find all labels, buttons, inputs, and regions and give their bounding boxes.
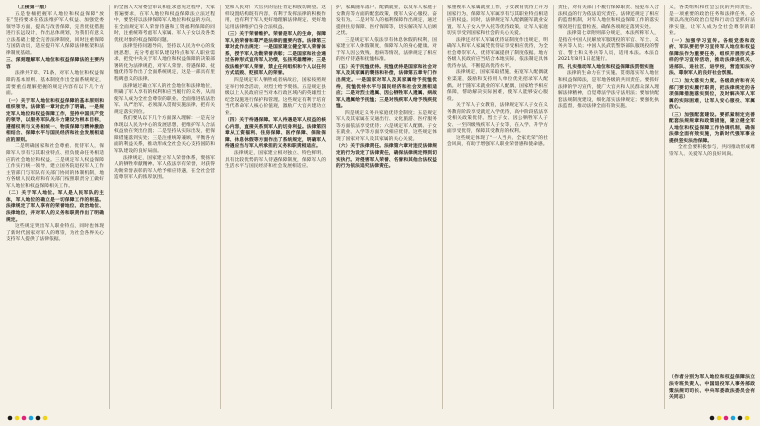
body-paragraph: 这些规定体现了“一人当兵、全家光荣”的社会风尚，有助于增强军人职业荣誉感和使命感。: [447, 135, 548, 148]
column-divider: [442, 5, 443, 409]
column-divider: [553, 5, 554, 409]
subsection-heading: （四）关于待遇保障。军人待遇是军人权益的核心内容，直接关系到军人的切身利益。法律第四章从工资福利、住房保障、医疗保障、保险保障、休息休假等方面作出了系统规定，明确军人待遇应当与军人所承担的义务和职责相适应。: [225, 118, 326, 150]
print-registration-marks: [0, 414, 760, 422]
body-paragraph: 三是规定军人依法享有休息休假的权利，国家建立军人休假制度，保障军人的身心健康。对于军人因公致残、患病等情况，法律规定了相应的医疗待遇和抚恤标准。: [336, 37, 437, 63]
subsection-heading: （二）加大落实力度。各级政府和有关部门要切实履行职责，把法律规定的各项保障措施落实到位，及时解决军人军属的实际困难，让军人安心服役、军属放心。: [669, 79, 755, 111]
registration-dots-right: [710, 416, 750, 421]
column-divider: [109, 5, 110, 409]
body-paragraph: 责任，对有关部门不履行保障职责、侵犯军人合法权益的行为依法追究责任。法律还规定了相应的监督机制，对军人地位和权益保障工作的落实情况进行监督检查，确保各项规定落到实处。: [558, 5, 659, 30]
body-paragraph: 法律坚持问题导向，坚持以人民为中心的发展思想，充分考虑军队建设特点和军人职业需求，把党中央关于军人地位和权益保障的决策部署转化为法律规范，对军人荣誉、待遇保障、抚恤优待等作出了全面系统规定，这是一部具有里程碑意义的法律。: [114, 44, 215, 83]
continued-label: （上接第一版）: [15, 5, 50, 10]
body-paragraph: 法律共7章、71条，对军人地位和权益保障的基本原则、基本制度作出全面系统规定，需要重点理解把握的规定内容有以下几个方面。: [6, 71, 104, 97]
registration-dots-left: [8, 416, 48, 421]
body-paragraph: 四是规定义务兵家庭优待金制度；五是规定军人及其家属在交通出行、文化旅游、医疗服务等方面依法享受优待；六是规定军人配偶、子女在就业、入学等方面享受相应优待。这些规定体现了国家对军人及其家属的关心关爱。: [336, 110, 437, 142]
column-divider: [220, 5, 221, 409]
author-endnote: （作者分别为军人地位和权益保障法立法专班负责人、中国退役军人事务部政策法规司司长、中央军委政法委员会有关同志）: [669, 375, 755, 401]
subsection-heading: （三）加强配套建设。要抓紧制定完善配套法规规章和政策措施，建立健全军人地位和权益保障工作协调机制，确保法律全面有效实施，为新时代强军事业提供坚实法治保障。: [669, 112, 755, 144]
subsection-heading: （一）加强学习宣传。各级党委和政府、军队要把学习宣传军人地位和权益保障法作为重要任务，组织开展形式多样的学习宣传活动，推动法律进机关、进部队、进社区、进学校，营造知法守法、尊崇军人的良好社会氛围。: [669, 38, 755, 77]
body-paragraph: 的全国人大常委会审议和征求意见过程中，大家普遍要求，在军人地位和权益保障法立法过程中，要坚持以法律保障军人地位和权益的方向，在全面规定军人荣誉待遇和工资福利保障的同时，注重统筹考虑军人家属、军人子女以及各类优抚对象的权益保障问题。: [114, 5, 215, 43]
subsection-heading: （一）关于军人地位和权益保障的基本原则和组织领导。法律第一章对此作了明确。一是规定军人地位和权益保障工作，坚持中国共产党的领导，以服务军队战斗力建设为根本目标，遵循权利与义务相统一、物质保障与精神激励相结合、保障水平与国民经济和社会发展相适应的原则。: [6, 98, 104, 143]
text-column-7: [669, 5, 755, 369]
body-paragraph: 法律规定，国家建立相对独立、特色鲜明、具有比较优势的军人待遇保障制度，保障军人的生活水平与国民经济和社会发展相适应。: [225, 151, 326, 170]
text-column-3: [225, 5, 326, 409]
text-column-5: [447, 5, 548, 409]
body-paragraph: 法律规定，国家建立军人荣誉体系，褒扬军人的牺牲奉献精神。军人依法享有荣誉，对获得功勋荣誉表彰的军人给予相应待遇，在全社会营造尊崇军人的浓厚氛围。: [114, 155, 215, 181]
body-paragraph: 关于军人子女教育，法律规定军人子女在义务教育阶段享受就近入学优待，高中阶段依法享受相关政策优待。烈士子女、因公牺牲军人子女、一至四级残疾军人子女等，在入学、升学方面享受优待，保障其受教育的权利。: [447, 103, 548, 135]
subsection-heading: （二）关于军人地位。军人是人民军队的主体，军人地位的确立是一切保障工作的根基。法律规定了军人享有的荣誉地位、政治地位、法律地位，并对军人的义务和职责作出了明确规定。: [6, 191, 104, 223]
subsection-heading: （六）关于法律责任。法律第六章对违反法律规定的行为设定了法律责任，确保法律规定得到切实执行。对侵害军人荣誉、名誉和其他合法权益的行为依法追究法律责任。: [336, 144, 437, 170]
text-column-1: [6, 5, 104, 409]
text-column-6: [558, 5, 659, 409]
text-column-2: [114, 5, 215, 409]
body-paragraph: 党和人民对广大官兵的信任肯定和殷切期望。这样设置结构既有内容，有利于发挥法律的积极作用，也有利于军人更好地理解法律规定、更好地运用法律维护自身合法权益。: [225, 5, 326, 30]
body-paragraph: 我们要从以下几个方面深入理解：一是充分体现以人民为中心的发展思想，把维护军人合法权益放在突出位置；二是坚持从实际出发，把保障措施落到实处；三是注重统筹兼顾，平衡各方面的利益关系，推动形成全社会关心支持国防和军队建设的良好局面。: [114, 116, 215, 155]
body-paragraph: 五是卷桶把握军人地位和权益保障“放在”坚持要求在依法维护军人权益、加强党委领导等方面，提高与改善保障，完善优抚措施进行长远设计，作出总体规划，为我们有意义立法基础上健全完善法律制度，同时注重保障与国防动员，适应提升军人保障法律框架和法律制度基础。: [6, 11, 104, 56]
body-paragraph: 法律规定，国家采取措施，拓宽军人配偶就业渠道，鼓励和支持用人单位优先招录军人配偶。对于随军未就业的军人配偶，国家给予相应保障，帮助解决实际困难，使军人能够安心服役。: [447, 70, 548, 102]
body-paragraph: 四是规定军人牺牲或者病故后，国家按照规定举行悼念活动，对烈士给予褒扬。五是规定县级以上人民政府应当对本行政区域内的英雄烈士纪念设施进行保护和管理。这些规定有利于培育当代革命军人核心价值观，激励广大官兵建功立业。: [225, 78, 326, 116]
subsection-heading: 三、深刻理解军人地位和权益保障法的主要内容: [6, 58, 104, 70]
body-paragraph: 法律的生命力在于实施。贯彻落实军人地位和权益保障法，是军地各级的共同责任。要抓好法律的学习宣传，使广大官兵和人民群众深入理解法律精神，自觉尊法学法守法用法；要加快配套法规制度建设，细化落实法律规定；要强化执法监督，推动法律全面有效实施。: [558, 71, 659, 110]
column-divider: [331, 5, 332, 409]
column-divider: [664, 5, 665, 409]
body-paragraph: 护，家属随军落户、配偶就业，以及军人家庭子女教育等方面的配套政策，使军人安心服役、奋发有为。二是对军人的福利保障作出规定，通过提供住房保障、医疗保障等，切实解决军人后顾之忧。: [336, 5, 437, 37]
body-paragraph: 二是明确国家和社会尊重、优待军人，保障军人享有与其职业特点、担负使命任务相适应的社会地位和权益。三是规定军人权益保障工作实行统一领导，建立国务院退役军人工作主管部门与军队有关部门协同的体制机制，地方各级人民政府和有关部门按照职责分工做好军人地位和权益保障相关工作。: [6, 144, 104, 189]
body-paragraph: 法律通过确立军人的社会地位和法律地位，明确了军人享有的权利和应当履行的义务，从而使军人成为全社会尊崇的职业。全面推进依法治军、从严治军，必须深入贯彻实施法律，把有关规定落实到位。: [114, 83, 215, 115]
subsection-heading: （三）关于荣誉维护。荣誉是军人的生命，保障军人的荣誉和尊严是法律的重要内容。法律第三章对此作出规定：一是国家建立健全军人荣誉体系，授予军人功勋荣誉表彰；二是国家和社会通过各种形式宣传军人功绩，弘扬英雄精神；三是依法维护军人荣誉，禁止任何组织和个人以任何方式诋毁、贬损军人的荣誉。: [225, 32, 326, 77]
body-paragraph: 法律还对军人军属优待证制度作出规定，明确军人和军人家属凭优待证享受相应优待，为全社会尊崇军人、优待军属提供了制度依据。地方各级人民政府应当结合本地实际，依法制定具体优待办法，不断提高优待水平。: [447, 37, 548, 69]
text-column-4: [336, 5, 437, 409]
body-paragraph: 法律第七章附则部分规定，本法所称军人，是指在中国人民解放军服现役的军官、军士、义务兵等人员；中国人民武装警察部队服现役的警官、警士和义务兵等人员，适用本法。本法自2021年8月1日起施行。: [558, 31, 659, 63]
subsection-heading: 四、扎实推动军人地位和权益保障法贯彻实施: [558, 64, 654, 70]
body-paragraph: 义，各类组织和社会公民的共同责任。是一项重要的政治任务和法律任务，必须以高度的政治自觉和行动自觉抓好法律实施，让军人成为全社会尊崇的职业。: [669, 5, 755, 37]
body-paragraph: 这些规定突出军人职业特点，同时也体现了新时代国家对军人的尊崇，为社会各界关心支持军人提供了法律依据。: [6, 224, 104, 243]
subsection-heading: （五）关于抚恤优待。抚恤优待是国家和社会对军人及其家属的褒扬和补偿，法律第五章专门作出规定。一是国家对军人及其家属给予抚恤优待，抚恤优待水平与国民经济和社会发展相适应；二是对烈士遗属、因公牺牲军人遗属、病故军人遗属给予抚恤；三是对残疾军人给予残疾抚恤。: [336, 64, 437, 110]
body-paragraph: 全社会要积极参与，共同推动形成尊崇军人、关爱军人的良好风尚。: [669, 145, 755, 158]
body-paragraph: 家重视军人家属就业工作，子女教育优待上升为国家行为，保障军人军属享有与其职业特点相适应的权益。同时，法律规定军人配偶随军就业安置、军人子女入学入托等优待政策，让军人家庭切实享受到国家和社会的关心关爱。: [447, 5, 548, 37]
